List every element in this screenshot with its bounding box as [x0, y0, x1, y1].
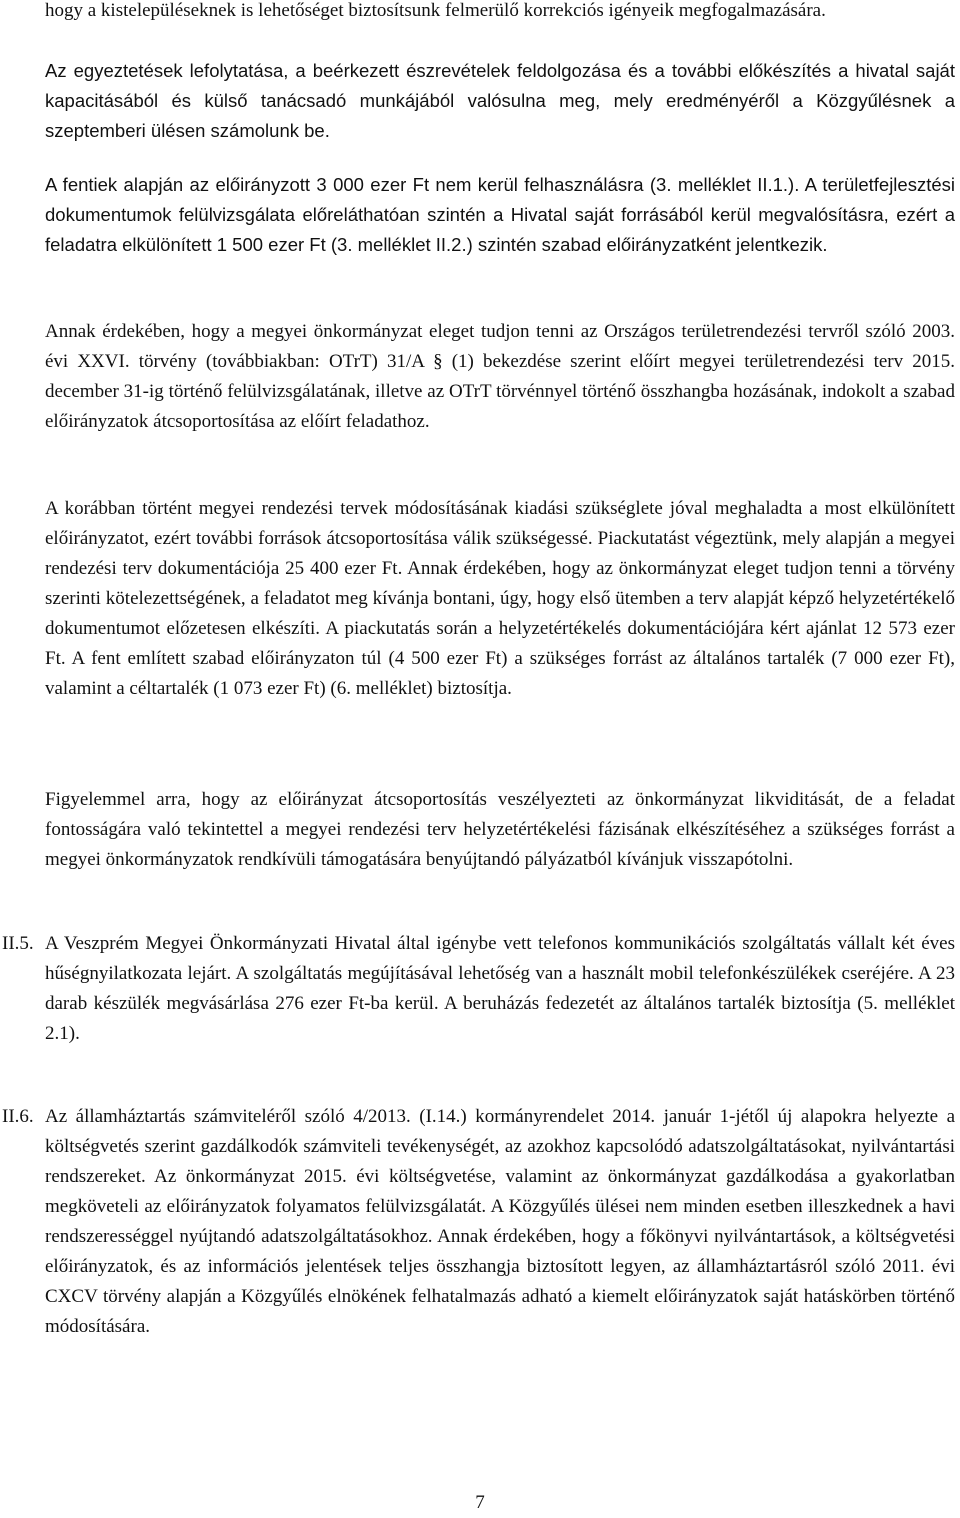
section-text: A Veszprém Megyei Önkormányzati Hivatal által igénybe vett telefonos kommunikációs szolgáltatás vállalt két éves hűségnyilatkozata lejárt. A szolgáltatás megújításával lehetőség van a használt mobil telefonkészülékek cseréjére. A 23 darab készülék megvásárlása 276 ezer Ft-ba kerül. A beruházás fedezetét az általános tartalék biztosítja (5. melléklet 2.1). — [45, 933, 955, 1044]
section-label: II.6. — [2, 1106, 34, 1127]
paragraph-otrt: Annak érdekében, hogy a megyei önkormányzat eleget tudjon tenni az Országos területrendezési tervről szóló 2003. évi XXVI. törvény (továbbiakban: OTrT) 31/A § (1) bekezdése szerint előírt megyei területrendezési terv 2015. december 31-ig történő felülvizsgálatának, illetve az OTrT törvénnyel történő összhangba hozásának, indokolt a szabad előirányzatok átcsoportosítása az előírt feladathoz. — [45, 321, 955, 432]
paragraph-appropriation: A fentiek alapján az előirányzott 3 000 ezer Ft nem kerül felhasználásra (3. melléklet II.1.). A területfejlesztési dokumentumok felülvizsgálata előreláthatóan szintén a Hivatal saját forrásából kerül megvalósításra, ezért a feladatra elkülönített 1 500 ezer Ft (3. melléklet II.2.) szintén szabad előirányzatként jelentkezik. — [45, 174, 955, 255]
paragraph-consultation: Az egyeztetések lefolytatása, a beérkezett észrevételek feldolgozása és a további előkészítés a hivatal saját kapacitásából és külső tanácsadó munkájából valósulna meg, mely eredményéről a Közgyűlésnek a szeptemberi ülésen számolunk be. — [45, 60, 955, 141]
paragraph-liquidity: Figyelemmel arra, hogy az előirányzat átcsoportosítás veszélyezteti az önkormányzat likviditását, de a feladat fontosságára való tekintettel a megyei rendezési terv helyzetértékelési fázisának elkészítéséhez a szükséges forrást a megyei önkormányzatok rendkívüli támogatására benyújtandó pályázatból kívánjuk visszapótolni. — [45, 789, 955, 870]
paragraph-planning-costs: A korábban történt megyei rendezési tervek módosításának kiadási szükséglete jóval meghaladta a most elkülönített előirányzatot, ezért további források átcsoportosítása válik szükségessé. Piackutatást végeztünk, mely alapján a megyei rendezési terv dokumentációja 25 400 ezer Ft. Annak érdekében, hogy az önkormányzat eleget tudjon tenni a törvény szerinti kötelezettségének, a feladatot meg kívánja bontani, úgy, hogy első ütemben a terv alapját képző helyzetértékelő dokumentumot előzetesen elkészíti. A piackutatás során a helyzetértékelés dokumentációjára kért ajánlat 12 573 ezer Ft. A fent említett szabad előirányzaton túl (4 500 ezer Ft) a szükséges forrást az általános tartalék (7 000 ezer Ft), valamint a céltartalék (1 073 ezer Ft) (6. melléklet) biztosítja. — [45, 498, 955, 699]
section-text: Az államháztartás számviteléről szóló 4/2013. (I.14.) kormányrendelet 2014. január 1-jétől új alapokra helyezte a költségvetés szerint gazdálkodók számviteli tevékenységét, az azokhoz kapcsolódó adatszolgáltatásokat, nyilvántartási rendszereket. Az önkormányzat 2015. évi költségvetése, valamint az önkormányzat gazdálkodása a gyakorlatban megköveteli az előirányzatok folyamatos felülvizsgálatát. A Közgyűlés ülései nem minden esetben illeszkednek a havi rendszerességgel nyújtandó adatszolgáltatásokhoz. Annak érdekében, hogy a főkönyvi nyilvántartások, a költségvetési előirányzatok, és az információs jelentések teljes összhangja biztosított legyen, az államháztartásról szóló 2011. évi CXCV törvény alapján a Közgyűlés elnökének felhatalmazás adható a kiemelt előirányzatok saját hatáskörben történő módosítására. — [45, 1106, 955, 1337]
paragraph-continuation: hogy a kistelepüléseknek is lehetőséget biztosítsunk felmerülő korrekciós igényeik megfogalmazására. — [45, 0, 826, 21]
section-label: II.5. — [2, 933, 34, 954]
page-number: 7 — [475, 1492, 485, 1513]
